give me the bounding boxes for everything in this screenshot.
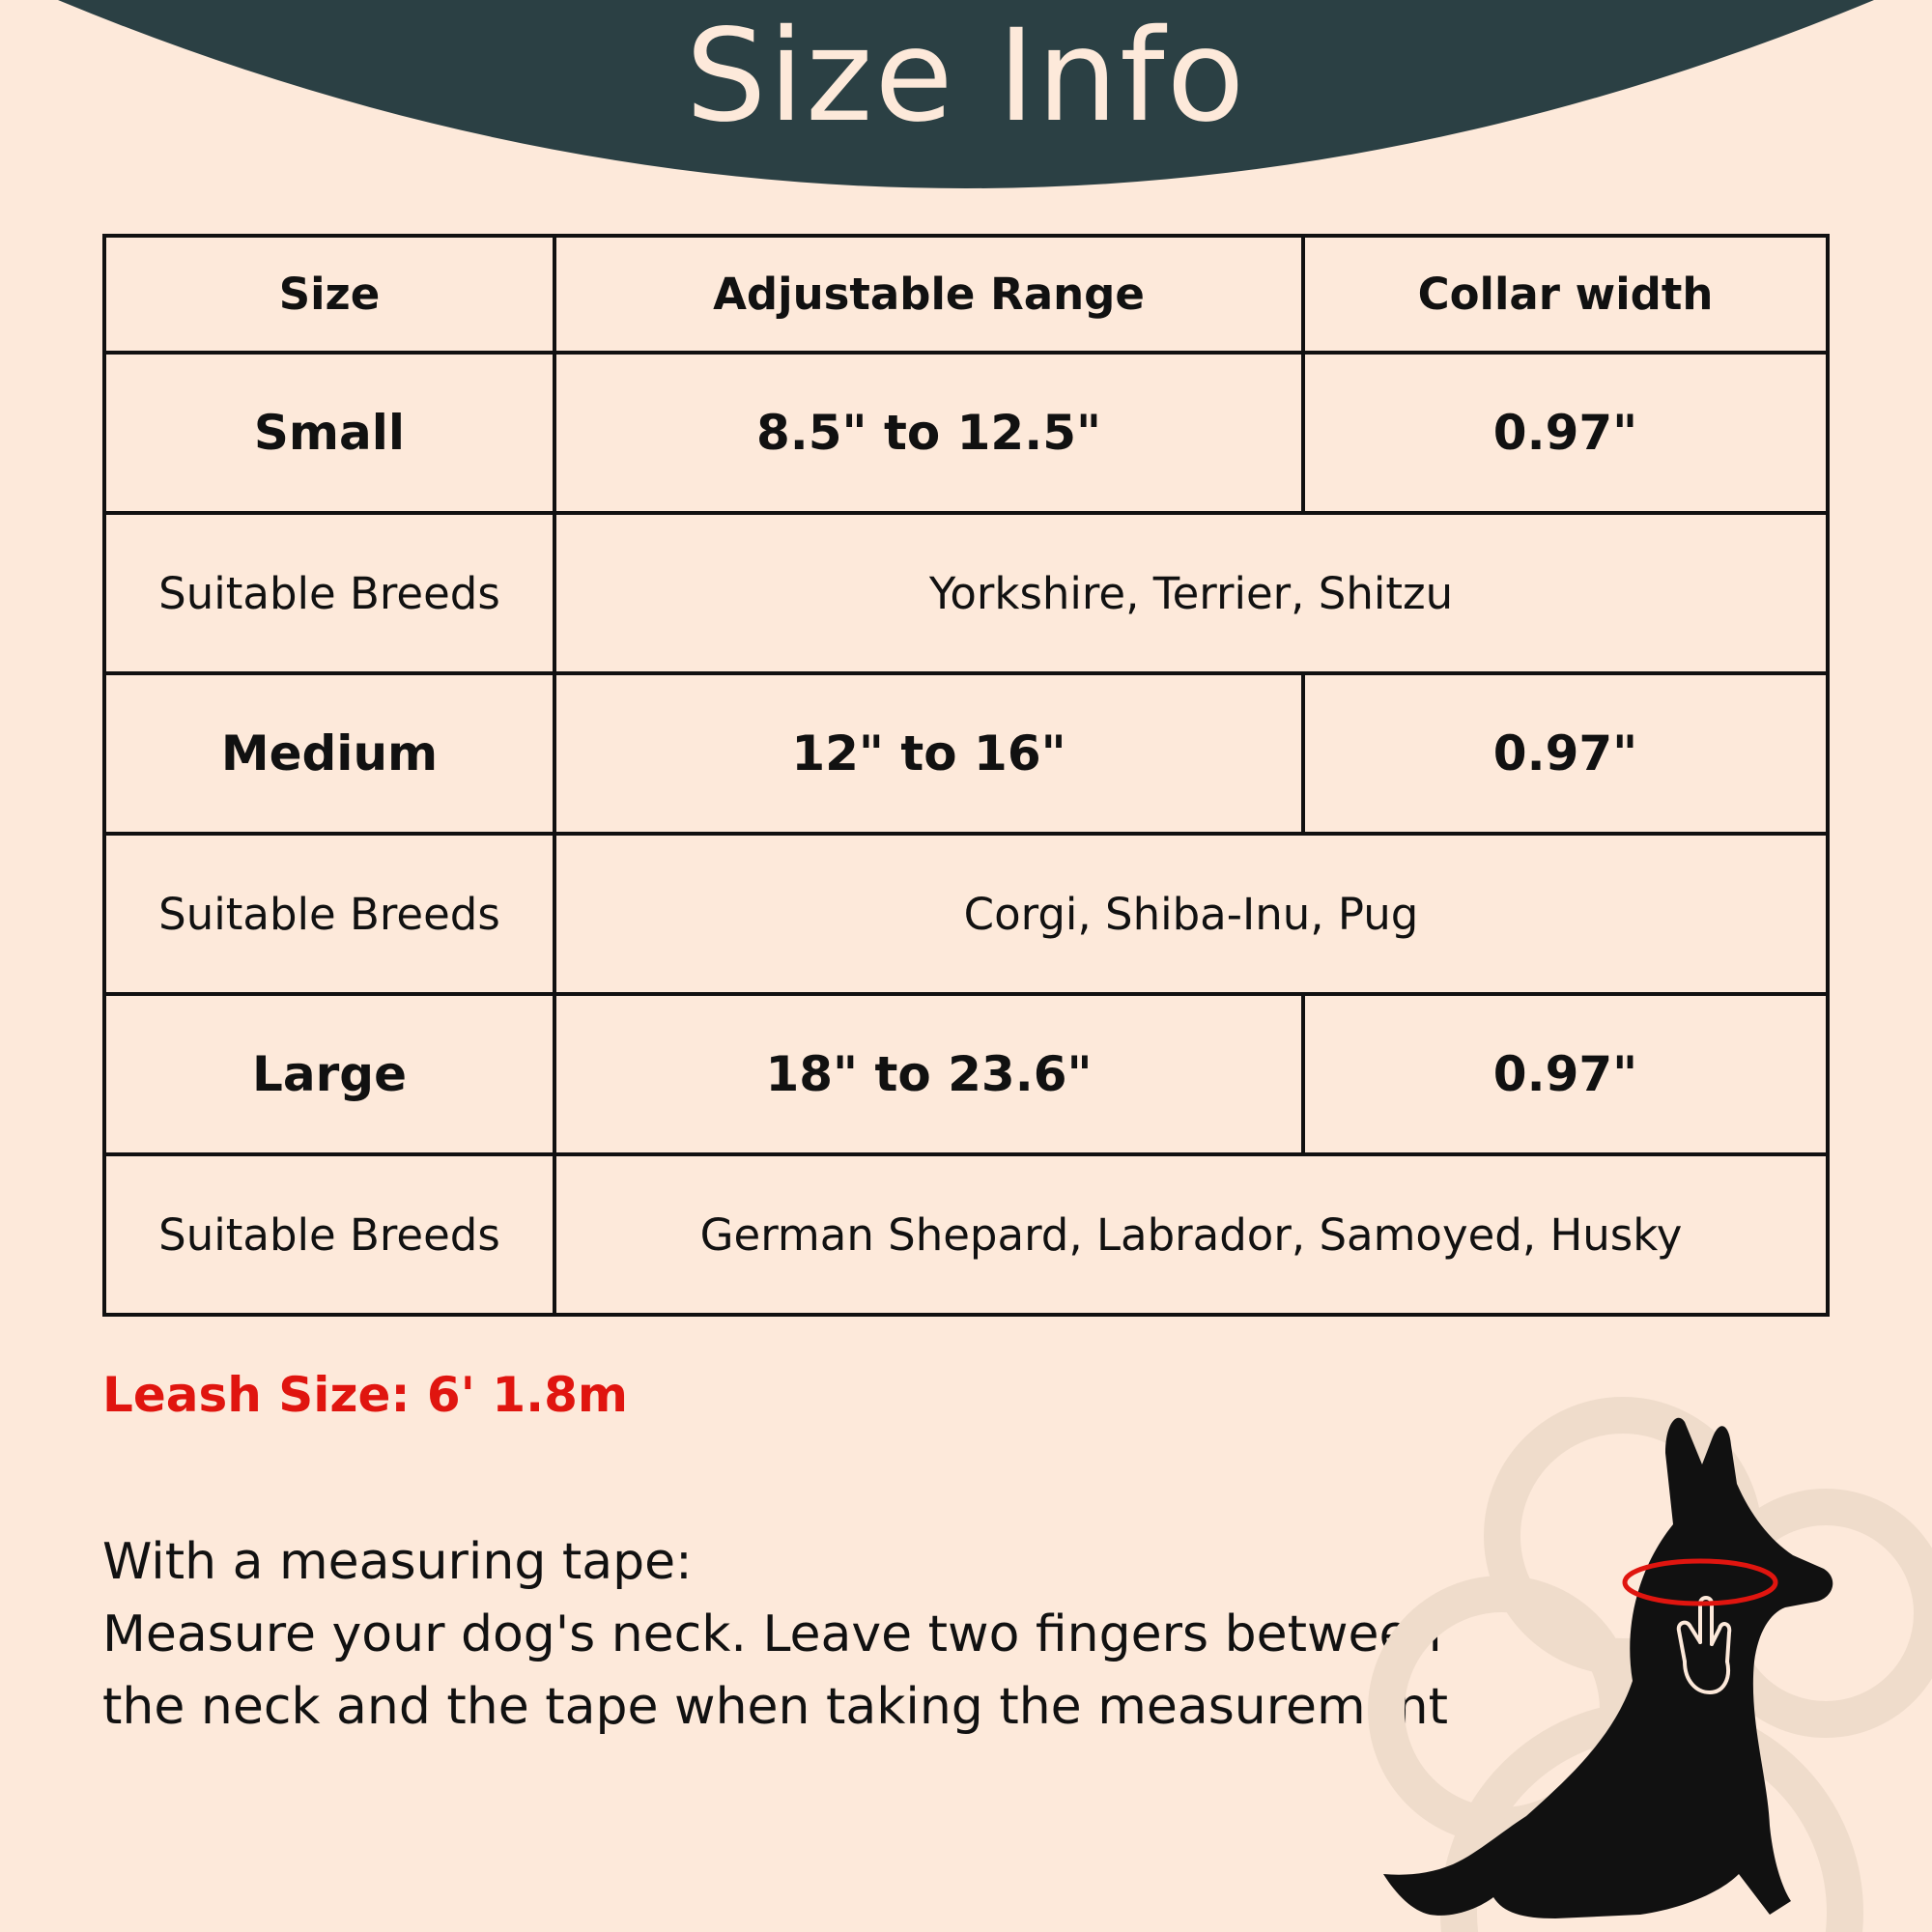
size-name-cell: Small	[104, 353, 554, 513]
column-header-size: Size	[104, 236, 554, 353]
instruction-line: With a measuring tape:	[102, 1533, 693, 1591]
table-row-medium-breeds	[104, 834, 1828, 994]
width-cell: 0.97"	[1303, 353, 1828, 513]
column-header-range: Adjustable Range	[554, 236, 1303, 353]
table-row-small	[104, 353, 1828, 513]
table-row-large	[104, 994, 1828, 1154]
range-cell: 18" to 23.6"	[554, 994, 1303, 1154]
table-row-large-breeds	[104, 1154, 1828, 1315]
size-name-cell: Medium	[104, 673, 554, 834]
leash-size: Leash Size: 6' 1.8m	[102, 1367, 629, 1423]
instruction-line: the neck and the tape when taking the measurement	[102, 1678, 1448, 1736]
breeds-label-cell: Suitable Breeds	[104, 834, 554, 994]
range-cell: 8.5" to 12.5"	[554, 353, 1303, 513]
breeds-label-cell: Suitable Breeds	[104, 1154, 554, 1315]
breeds-cell: Yorkshire, Terrier, Shitzu	[554, 513, 1828, 673]
table-row-small-breeds	[104, 513, 1828, 673]
size-name-cell: Large	[104, 994, 554, 1154]
breeds-label-cell: Suitable Breeds	[104, 513, 554, 673]
breeds-cell: Corgi, Shiba-Inu, Pug	[554, 834, 1828, 994]
page-title: Size Info	[685, 2, 1247, 151]
dog-silhouette-icon	[1333, 1372, 1932, 1932]
width-cell: 0.97"	[1303, 673, 1828, 834]
range-cell: 12" to 16"	[554, 673, 1303, 834]
width-cell: 0.97"	[1303, 994, 1828, 1154]
measuring-instructions	[102, 1526, 1455, 1744]
table-row-medium	[104, 673, 1828, 834]
column-header-width: Collar width	[1303, 236, 1828, 353]
instruction-line: Measure your dog's neck. Leave two fingers between	[102, 1605, 1442, 1663]
size-table	[102, 234, 1830, 1317]
table-header-row	[104, 236, 1828, 353]
breeds-cell: German Shepard, Labrador, Samoyed, Husky	[554, 1154, 1828, 1315]
